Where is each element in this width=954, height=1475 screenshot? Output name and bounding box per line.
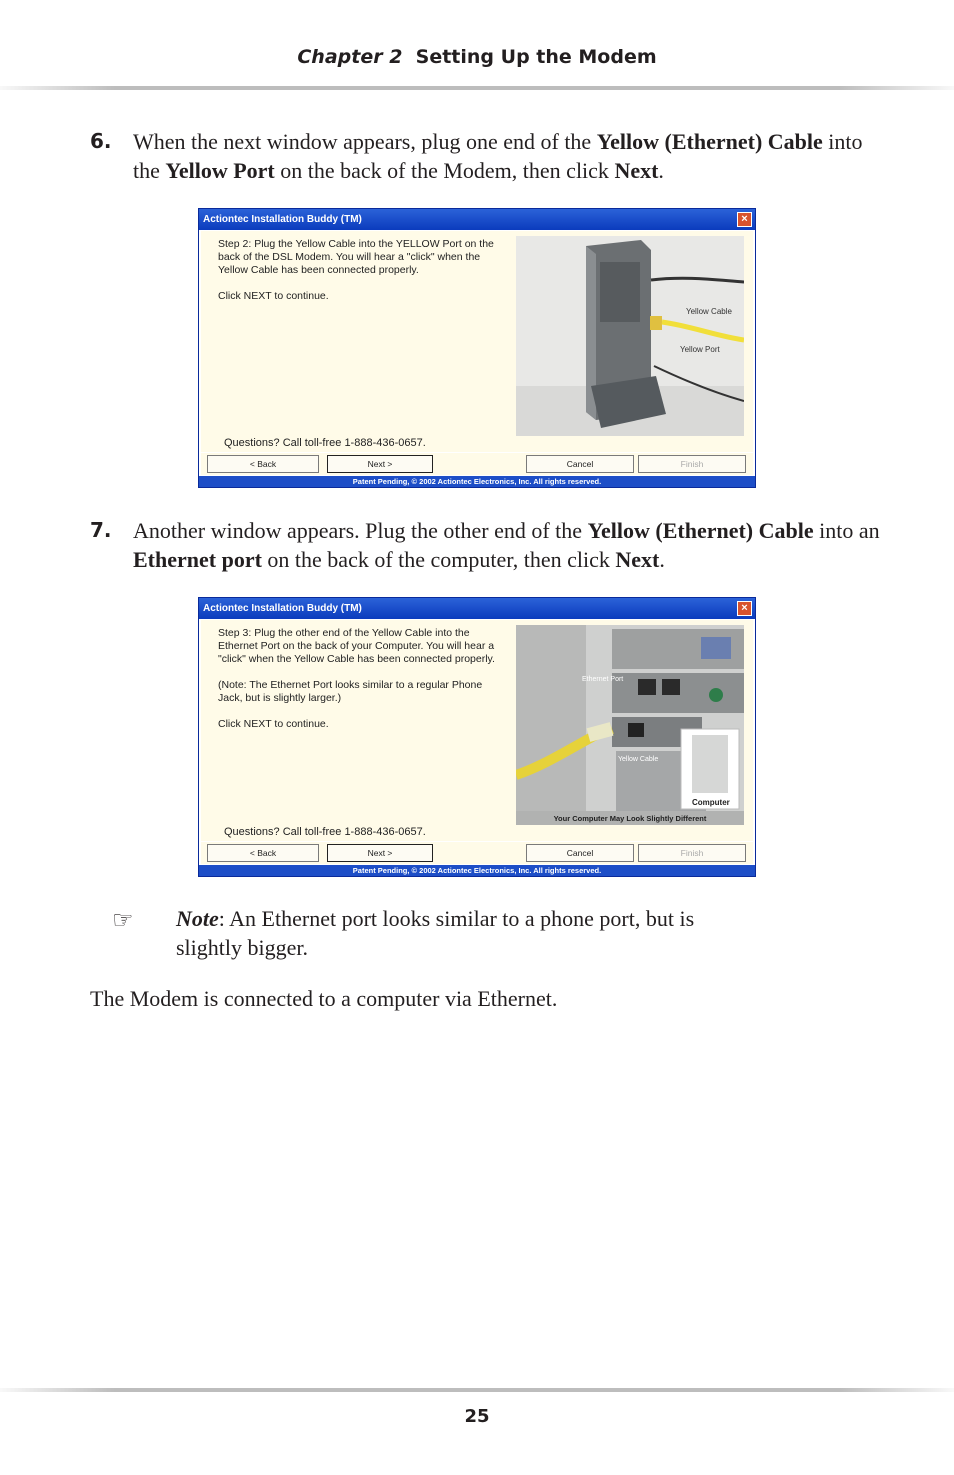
support-phone: Questions? Call toll-free 1-888-436-0657. xyxy=(224,437,426,449)
support-phone: Questions? Call toll-free 1-888-436-0657. xyxy=(224,826,426,838)
modem-photo xyxy=(516,236,744,436)
dialog-button-row xyxy=(201,842,753,864)
step-6 xyxy=(90,127,880,185)
label-yellow-cable: Yellow Cable xyxy=(686,307,732,316)
label-yellow-cable: Yellow Cable xyxy=(618,756,659,763)
cancel-button[interactable]: Cancel xyxy=(526,455,634,473)
step-number: 7. xyxy=(90,518,112,542)
chapter-label: Chapter 2 xyxy=(297,46,403,68)
step-text: When the next window appears, plug one end of the Yellow (Ethernet) Cable into the Yellow Port on the back of the Modem, then click Next. xyxy=(133,129,863,183)
closing-paragraph: The Modem is connected to a computer via Ethernet. xyxy=(90,986,558,1011)
dialog-body xyxy=(201,620,753,841)
dialog-title-bar xyxy=(199,209,755,230)
label-yellow-port: Yellow Port xyxy=(680,345,720,354)
dialog-message: Step 3: Plug the other end of the Yellow Cable into the Ethernet Port on the back of your Computer. You will hear a "click" when the Yellow Cable has been connected properly. (Note: The Ethernet Port looks similar to a regular Phone Jack, but is slightly larger.) Click NEXT to continue. xyxy=(218,627,495,730)
next-button[interactable]: Next > xyxy=(327,455,433,473)
installation-dialog-step2 xyxy=(198,208,756,488)
next-button[interactable]: Next > xyxy=(327,844,433,862)
dialog-title: Actiontec Installation Buddy (TM) xyxy=(203,603,362,614)
page-number: 25 xyxy=(464,1406,490,1427)
dialog-title: Actiontec Installation Buddy (TM) xyxy=(203,214,362,225)
running-header xyxy=(0,46,954,68)
note-text: Note: An Ethernet port looks similar to a phone port, but is slightly bigger. xyxy=(176,906,695,960)
label-ethernet-port: Ethernet Port xyxy=(582,676,624,683)
pointing-hand-icon: ☞ xyxy=(112,906,134,934)
close-icon[interactable]: × xyxy=(737,212,752,227)
step-number: 6. xyxy=(90,129,112,153)
installation-dialog-step3 xyxy=(198,597,756,877)
dialog-message: Step 2: Plug the Yellow Cable into the YELLOW Port on the back of the DSL Modem. You will hear a "click" when the Yellow Cable has been connected properly. Click NEXT to continue. xyxy=(218,238,494,302)
photo-caption: Your Computer May Look Slightly Different xyxy=(553,814,707,823)
cancel-button[interactable]: Cancel xyxy=(526,844,634,862)
header-rule xyxy=(0,86,954,90)
footer-rule xyxy=(0,1388,954,1392)
dialog-title-bar xyxy=(199,598,755,619)
step-7 xyxy=(90,516,880,574)
finish-button[interactable]: Finish xyxy=(638,844,746,862)
back-button[interactable]: < Back xyxy=(207,455,319,473)
close-icon[interactable]: × xyxy=(737,601,752,616)
dialog-body xyxy=(201,231,753,452)
dialog-button-row xyxy=(201,453,753,475)
note-block xyxy=(112,904,752,962)
finish-button[interactable]: Finish xyxy=(638,455,746,473)
label-computer: Computer xyxy=(692,798,730,807)
dialog-footer: Patent Pending, © 2002 Actiontec Electronics, Inc. All rights reserved. xyxy=(199,865,755,876)
computer-photo xyxy=(516,625,744,825)
chapter-title: Setting Up the Modem xyxy=(415,46,657,68)
dialog-footer: Patent Pending, © 2002 Actiontec Electronics, Inc. All rights reserved. xyxy=(199,476,755,487)
step-text: Another window appears. Plug the other end of the Yellow (Ethernet) Cable into an Ethernet port on the back of the computer, then click Next. xyxy=(133,518,880,572)
back-button[interactable]: < Back xyxy=(207,844,319,862)
